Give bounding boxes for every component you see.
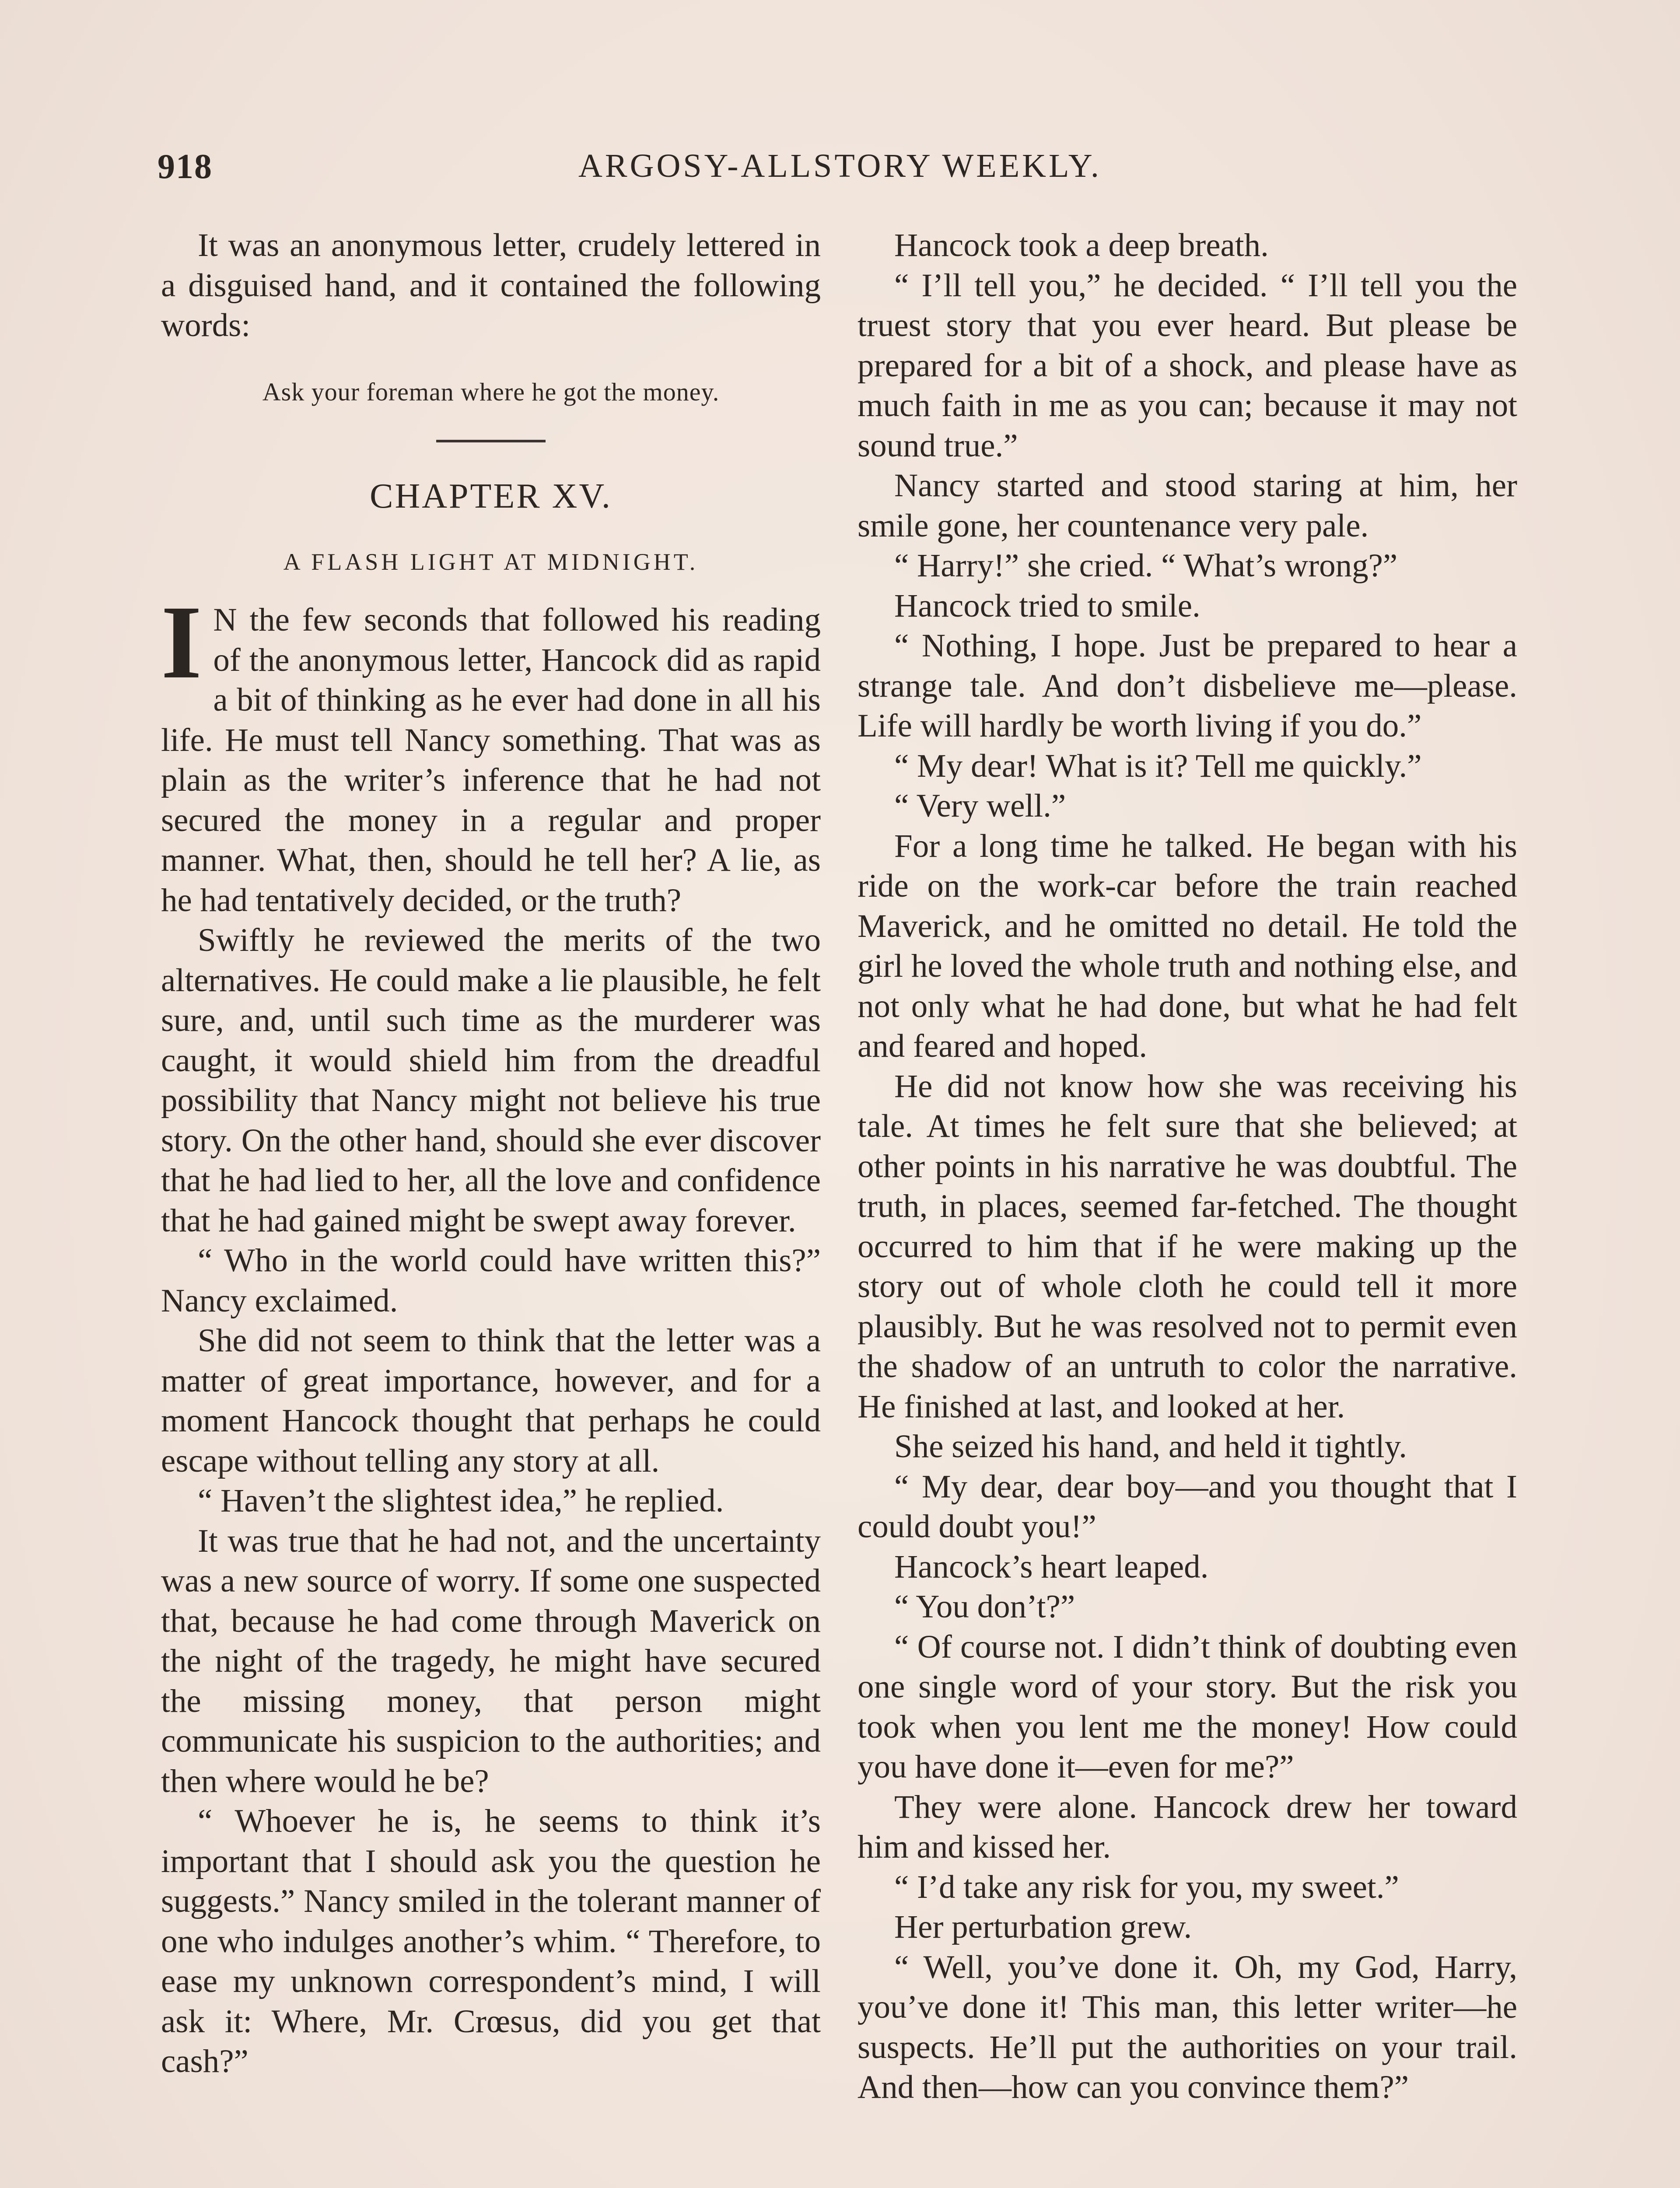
body-paragraph: “ Very well.” <box>894 788 1066 824</box>
body-paragraph: She seized his hand, and held it tightly. <box>894 1428 1407 1465</box>
drop-cap: I <box>161 584 202 700</box>
letter-quote: Ask your foreman where he got the money. <box>262 377 720 406</box>
body-paragraph: “ I’d take any risk for you, my sweet.” <box>894 1869 1399 1905</box>
body-paragraph: “ Nothing, I hope. Just be prepared to hear a strange tale. And don’t disbelieve me—please. Life will hardly be worth living if you do.” <box>858 628 1517 744</box>
body-paragraph: They were alone. Hancock drew her toward him and kissed her. <box>858 1788 1517 1865</box>
body-paragraph: Nancy started and stood staring at him, her smile gone, her countenance very pale. <box>858 467 1517 544</box>
body-paragraph: “ Of course not. I didn’t think of doubting even one single word of your story. But the risk you took when you lent me the money! How could you have done it—even for me?” <box>858 1628 1517 1785</box>
body-paragraph: “ I’ll tell you,” he decided. “ I’ll tell you the truest story that you ever heard. But please be prepared for a bit of a shock, and please have as much faith in me as you can; because it may not sound true.” <box>858 267 1517 464</box>
intro-paragraph: It was an anonymous letter, crudely lettered in a disguised hand, and it contained the following words: <box>161 227 821 344</box>
body-paragraph: “ My dear, dear boy—and you thought that I could doubt you!” <box>858 1468 1517 1545</box>
body-paragraph: “ Harry!” she cried. “ What’s wrong?” <box>894 547 1398 584</box>
body-paragraph: Her perturbation grew. <box>894 1909 1192 1945</box>
page-header <box>158 147 1522 195</box>
body-paragraph: Hancock tried to smile. <box>894 587 1200 624</box>
body-paragraph: “ Who in the world could have written this?” Nancy exclaimed. <box>161 1242 821 1319</box>
chapter-opening-paragraph <box>161 584 821 920</box>
page-number: 918 <box>158 147 213 186</box>
body-paragraph: For a long time he talked. He began with his ride on the work-car before the train reached Maverick, and he omitted no detail. He told the girl he loved the whole truth and nothing else, and not only what he had done, but what he had felt and feared and hoped. <box>858 828 1517 1064</box>
chapter-heading: CHAPTER XV. <box>370 477 612 515</box>
body-paragraph: She did not seem to think that the letter was a matter of great importance, however, and for a moment Hancock thought that perhaps he could escape without telling any story at all. <box>161 1322 821 1479</box>
opening-text: N the few seconds that followed his reading of the anonymous letter, Hancock did as rapid a bit of thinking as he ever had done in all his life. He must tell Nancy something. That was as plain as the writer’s inference that he had not secured the money in a regular and proper manner. What, then, should he tell her? A lie, as he had tentatively decided, or the truth? <box>161 602 821 919</box>
running-title: ARGOSY-ALLSTORY WEEKLY. <box>578 147 1102 184</box>
body-paragraph: It was true that he had not, and the uncertainty was a new source of worry. If some one suspected that, because he had come through Maverick on the night of the tragedy, he might have secured the missing money, that person might communicate his suspicion to the authorities; and then where would he be? <box>161 1522 821 1799</box>
chapter-subtitle: A FLASH LIGHT AT MIDNIGHT. <box>283 549 699 575</box>
body-paragraph: Hancock took a deep breath. <box>894 227 1269 263</box>
body-paragraph: “ Haven’t the slightest idea,” he replied. <box>198 1483 724 1519</box>
body-paragraph: He did not know how she was receiving his tale. At times he felt sure that she believed; at other points in his narrative he was doubtful. The truth, in places, seemed far-fetched. The thought occurred to him that if he were making up the story out of whole cloth he could tell it more plausibly. But he was resolved not to permit even the shadow of an untruth to color the narrative. He finished at last, and looked at her. <box>858 1068 1517 1425</box>
body-paragraph: “ My dear! What is it? Tell me quickly.” <box>894 747 1422 784</box>
right-column <box>858 225 1517 2107</box>
body-paragraph: Swiftly he reviewed the merits of the two alternatives. He could make a lie plausible, he felt sure, and, until such time as the murderer was caught, it would shield him from the dreadful possibility that Nancy might not believe his true story. On the other hand, should she ever discover that he had lied to her, all the love and confidence that he had gained might be swept away forever. <box>161 922 821 1239</box>
left-column <box>161 225 821 2082</box>
body-paragraph: Hancock’s heart leaped. <box>894 1548 1209 1585</box>
body-paragraph: “ Whoever he is, he seems to think it’s important that I should ask you the question he suggests.” Nancy smiled in the tolerant manner of one who indulges another’s whim. “ Therefore, to ease my unknown correspondent’s mind, I will ask it: Where, Mr. Crœsus, did you get that cash?” <box>161 1803 821 2079</box>
body-paragraph: “ You don’t?” <box>894 1588 1075 1625</box>
body-paragraph: “ Well, you’ve done it. Oh, my God, Harry, you’ve done it! This man, this letter writer—he suspects. He’ll put the authorities on your trail. And then—how can you convince them?” <box>858 1949 1517 2105</box>
section-divider <box>436 440 546 442</box>
